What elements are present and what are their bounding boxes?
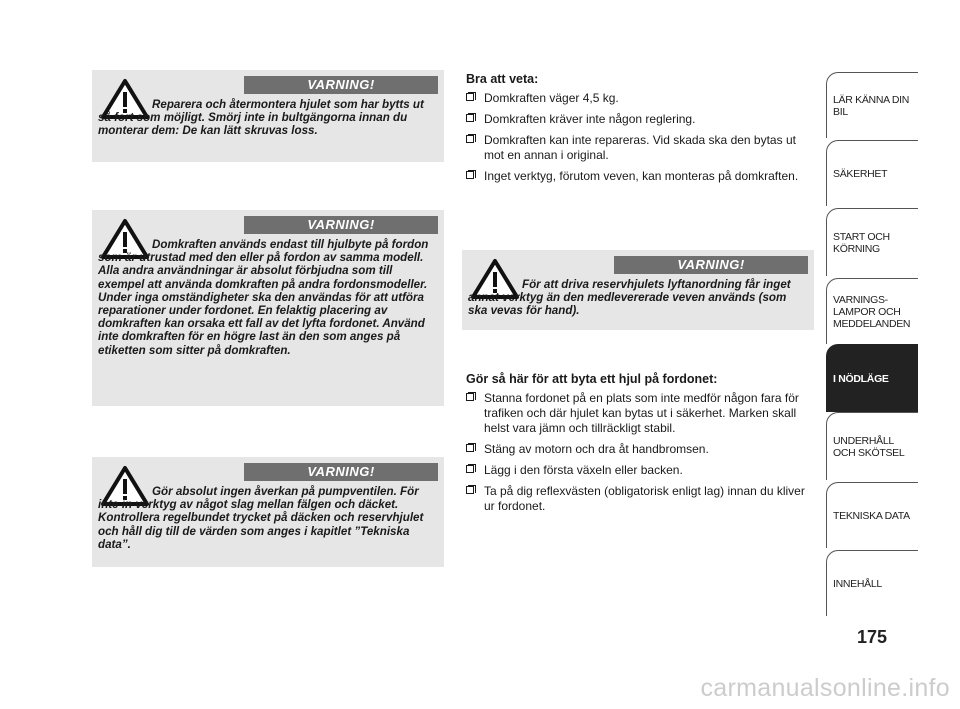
tab-underhall-och-skotsel[interactable]: UNDERHÅLL OCH SKÖTSEL <box>826 412 918 480</box>
warning-label: VARNING! <box>614 256 808 274</box>
warning-text: För att driva reservhjulets lyftanordning får inget annat verktyg än den medlevererade veven används (som ska vevas för hand). <box>468 278 791 318</box>
checkbox-bullet-icon <box>466 393 474 401</box>
warning-label: VARNING! <box>244 463 438 481</box>
list-item: Stanna fordonet på en plats som inte medför någon fara för trafiken och där hjulet kan bytas ut i säkerhet. Marken skall helst vara jämn och tillräckligt stabil. <box>466 391 811 436</box>
procedure-section <box>466 372 811 520</box>
list-item: Inget verktyg, förutom veven, kan monteras på domkraften. <box>466 169 811 184</box>
section-heading: Gör så här för att byta ett hjul på fordonet: <box>466 372 718 386</box>
checkbox-bullet-icon <box>466 114 474 122</box>
tab-tekniska-data[interactable]: TEKNISKA DATA <box>826 482 918 548</box>
good-to-know-section <box>466 72 811 190</box>
list-item: Domkraften kan inte repareras. Vid skada ska den bytas ut mot en annan i original. <box>466 133 811 163</box>
warning-text: Reparera och återmontera hjulet som har bytts ut så fort som möjligt. Smörj inte in bultgängorna innan du monterar dem: De kan lätt skruvas loss. <box>98 98 424 138</box>
checkbox-bullet-icon <box>466 486 474 494</box>
warning-text: Domkraften används endast till hjulbyte på fordon som är utrustad med den eller på fordon av samma modell. Alla andra användningar är absolut förbjudna som till exempel att använda domkraften på andra fordonsmodeller. Under inga omständigheter ska den användas för att utföra reparationer under fordonet. En felaktig placering av domkraften kan orsaka ett fall av det lyfta fordonet. Använd inte domkraften för en högre last än den som anges på etiketten som sitter på domkraften. <box>98 238 429 357</box>
checkbox-bullet-icon <box>466 135 474 143</box>
warning-box-2 <box>92 210 444 406</box>
tab-i-nodlage[interactable]: I NÖDLÄGE <box>826 344 918 412</box>
watermark: carmanualsonline.info <box>700 674 950 702</box>
warning-box-1 <box>92 70 444 162</box>
section-heading: Bra att veta: <box>466 72 539 86</box>
tab-innehall[interactable]: INNEHÅLL <box>826 550 918 616</box>
warning-label: VARNING! <box>244 76 438 94</box>
warning-box-3 <box>92 457 444 567</box>
list-item: Domkraften kräver inte någon reglering. <box>466 112 811 127</box>
warning-label: VARNING! <box>244 216 438 234</box>
list-item: Ta på dig reflexvästen (obligatorisk enligt lag) innan du kliver ur fordonet. <box>466 484 811 514</box>
checkbox-bullet-icon <box>466 465 474 473</box>
list-item: Stäng av motorn och dra åt handbromsen. <box>466 442 811 457</box>
tab-varningslampor[interactable]: VARNINGS- LAMPOR OCH MEDDELANDEN <box>826 278 918 344</box>
checkbox-bullet-icon <box>466 171 474 179</box>
list-item: Domkraften väger 4,5 kg. <box>466 91 811 106</box>
warning-text: Gör absolut ingen åverkan på pumpventilen. För inte in verktyg av något slag mellan fälgen och däcket. Kontrollera regelbundet trycket på däcken och reservhjulet och håll dig till de värden som anges i kapitlet ”Tekniska data”. <box>98 485 424 551</box>
tab-sakerhet[interactable]: SÄKERHET <box>826 140 918 206</box>
checkbox-bullet-icon <box>466 444 474 452</box>
page-number: 175 <box>856 627 888 647</box>
list-item: Lägg i den första växeln eller backen. <box>466 463 811 478</box>
warning-box-4 <box>462 250 814 330</box>
tab-start-och-korning[interactable]: START OCH KÖRNING <box>826 208 918 276</box>
tab-lar-kanna-din-bil[interactable]: LÄR KÄNNA DIN BIL <box>826 72 918 138</box>
checkbox-bullet-icon <box>466 93 474 101</box>
